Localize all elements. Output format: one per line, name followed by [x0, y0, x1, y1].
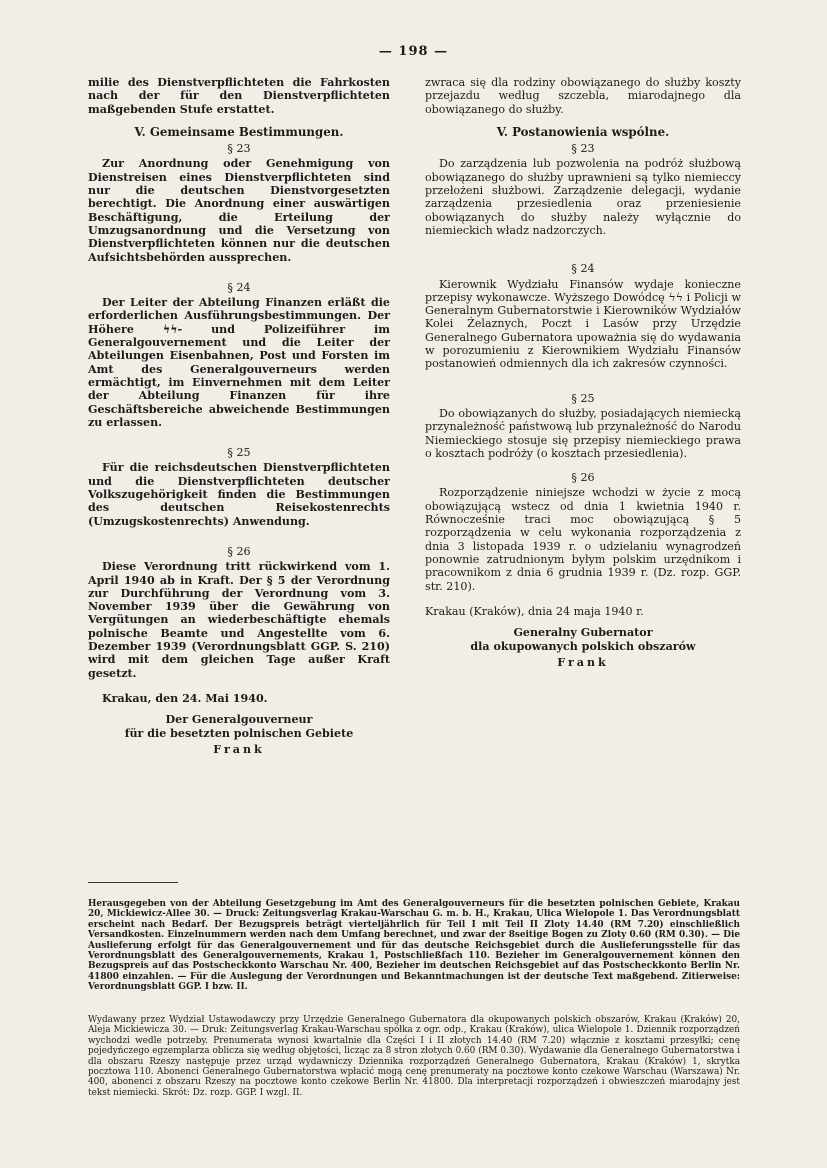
polish-signature-title: Generalny Gubernator: [513, 626, 653, 640]
polish-intro: zwraca się dla rodziny obowiązanego do służby koszty przejazdu według szczebla, miarodajnego dla obowiązanego do służby.: [425, 76, 741, 116]
polish-column: [425, 76, 741, 670]
polish-section-23-text: Do zarządzenia lub pozwolenia na podróż służbową obowiązanego do służby uprawnieni są tylko niemieccy przełożeni służbowi. Zarządzenie delegacji, wydanie zarządzenia przesiedlenia oraz przeniesienie obowiązanych do służby należy wyłącznie do niemieckich władz nadzorczych.: [425, 157, 741, 237]
german-section-23-text: Zur Anordnung oder Genehmigung von Dienstreisen eines Dienstverpflichteten sind nur die deutschen Dienstvorgesetzten berechtigt. Die Anordnung einer auswärtigen Beschäftigung, die Erteilung der Umzugsanordnung und die Versetzung von Dienstverpflichteten können nur die deutschen Aufsichtsbehörden aussprechen.: [88, 157, 390, 264]
german-section-24-text: Der Leiter der Abteilung Finanzen erläßt die erforderlichen Ausführungsbestimmungen. Der Höhere ϟϟ- und Polizeiführer im Generalgouvernement und die Leiter der Abteilungen Eisenbahnen, Post und Forsten im Amt des Generalgouverneurs werden ermächtigt, im Einvernehmen mit dem Leiter der Abteilung Finanzen für ihre Geschäftsbereiche abweichende Bestimmungen zu erlassen.: [88, 296, 390, 429]
polish-section-24-title: § 24: [571, 262, 595, 276]
german-imprint: Herausgegeben von der Abteilung Gesetzgebung im Amt des Generalgouverneurs für die besetzten polnischen Gebiete, Krakau 20, Mickiewicz-Allee 30. — Druck: Zeitungsverlag Krakau-Warschau G. m. b. H., Krakau, Ulica Wielopole 1. Das Verordnungsblatt erscheint nach Bedarf. Der Bezugspreis beträgt vierteljährlich für Teil I mit Teil II Zloty 14.40 (RM 7.20) einschließlich Versandkosten. Einzelnummern werden nach dem Umfang berechnet, und zwar der 8seitige Bogen zu Zloty 0.60 (RM 0.30). — Die Auslieferung erfolgt für das Generalgouvernement und für das deutsche Reichsgebiet durch die Auslieferungsstelle für das Verordnungsblatt des Generalgouvernements, Krakau 1, Postschließfach 110. Bezieher im Generalgouvernement können den Bezugspreis auf das Postscheckkonto Warschau Nr. 400, Bezieher im deutschen Reichsgebiet auf das Postscheckkonto Berlin Nr. 41800 einzahlen. — Für die Auslegung der Verordnungen und Bekanntmachungen ist der deutsche Text maßgebend. Zitierweise: Verordnungsblatt GGP. I bzw. II.: [88, 898, 740, 993]
german-section-26-title: § 26: [227, 544, 251, 558]
polish-place-date: Krakau (Kraków), dnia 24 maja 1940 r.: [425, 604, 644, 618]
polish-section-25-title: § 25: [571, 391, 595, 405]
german-signature-subtitle: für die besetzten polnischen Gebiete: [124, 727, 354, 741]
polish-signature: [425, 626, 741, 670]
polish-section-24-text: Kierownik Wydziału Finansów wydaje konieczne przepisy wykonawcze. Wyższego Dowódcę ϟϟ i Policji w Generalnym Gubernatorstwie i Kierowników Wydziałów Kolei Żelaznych, Poczt i Lasów przy Urzędzie Generalnego Gubernatora upoważnia się do wydawania w porozumieniu z Kierownikiem Wydziału Finansów postanowień odmiennych dla ich zakresów czynności.: [425, 277, 741, 371]
german-section-26-text: Diese Verordnung tritt rückwirkend vom 1. April 1940 ab in Kraft. Der § 5 der Verordnung zur Durchführung der Verordnung vom 3. November 1939 über die Gewährung von Vergütungen an wiederbeschäftigte ehemals polnische Beamte und Angestellte vom 6. Dezember 1939 (Verordnungsblatt GGP. S. 210) wird mit dem gleichen Tage außer Kraft gesetzt.: [88, 560, 390, 680]
polish-section-23-title: § 23: [571, 142, 595, 156]
german-signature-name: Frank: [213, 743, 265, 757]
footer-divider: [88, 882, 178, 883]
polish-section-25-text: Do obowiązanych do służby, posiadających niemiecką przynależność państwową lub przynależność do Narodu Niemieckiego stosuje się przepisy niemieckiego prawa o kosztach podróży (o kosztach przesiedlenia).: [425, 406, 741, 460]
german-section-23-title: § 23: [227, 142, 251, 156]
german-chapter-heading: V. Gemeinsame Bestimmungen.: [134, 124, 344, 139]
polish-section-26-title: § 26: [571, 471, 595, 485]
polish-section-26-text: Rozporządzenie niniejsze wchodzi w życie z mocą obowiązującą wstecz od dnia 1 kwietnia 1940 r. Równocześnie traci moc obowiązującą § 5 rozporządzenia w celu wykonania rozporządzenia z dnia 3 listopada 1939 r. o udzielaniu wynagrodzeń ponownie zatrudnionym byłym polskim urzędnikom i pracownikom z dnia 6 grudnia 1939 r. (Dz. rozp. GGP. str. 210).: [425, 486, 741, 593]
german-signature: [88, 713, 390, 757]
german-column: [88, 76, 390, 757]
german-signature-title: Der Generalgouverneur: [165, 713, 313, 727]
polish-signature-name: Frank: [557, 656, 609, 670]
polish-imprint: Wydawany przez Wydział Ustawodawczy przy Urzędzie Generalnego Gubernatora dla okupowanych polskich obszarów, Krakau (Kraków) 20, Aleja Mickiewicza 30. — Druk: Zeitungsverlag Krakau-Warschau spółka z ogr. odp., Krakau (Kraków), ulica Wielopole 1. Dziennik rozporządzeń wychodzi wedle potrzeby. Prenumerata wynosi kwartalnie dla Części I i II złotych 14.40 (RM 7.20) włącznie z kosztami przesyłki; cenę pojedyńczego egzemplarza oblicza się według objętości, licząc za 8 stron złotych 0.60 (RM 0.30). Wydawanie dla Generalnego Gubernatorstwa i dla obszaru Rzeszy następuje przez urząd wydawniczy Dziennika rozporządzeń Generalnego Gubernatora, Krakau (Kraków) 1, skrytka pocztowa 110. Abonenci Generalnego Gubernatorstwa wpłacić mogą cenę prenumeraty na pocztowe konto czekowe Warschau (Warszawa) Nr. 400, abonenci z obszaru Rzeszy na pocztowe konto czekowe Berlin Nr. 41800. Dla interpretacji rozporządzeń i obwieszczeń miarodajny jest tekst niemiecki. Skrót: Dz. rozp. GGP. I wzgl. II.: [88, 1014, 740, 1098]
polish-chapter-heading: V. Postanowienia wspólne.: [496, 124, 670, 139]
german-section-25-text: Für die reichsdeutschen Dienstverpflichteten und die Dienstverpflichteten deutscher Volkszugehörigkeit finden die Bestimmungen des deutschen Reisekostenrechts (Umzugskostenrechts) Anwendung.: [88, 461, 390, 528]
page-number: — 198 —: [378, 44, 449, 59]
german-section-24-title: § 24: [227, 280, 251, 294]
german-place-date: Krakau, den 24. Mai 1940.: [102, 691, 268, 705]
german-intro: milie des Dienstverpflichteten die Fahrkosten nach der für den Dienstverpflichteten maßgebenden Stufe erstattet.: [88, 76, 390, 116]
polish-signature-subtitle: dla okupowanych polskich obszarów: [470, 640, 696, 654]
german-section-25-title: § 25: [227, 446, 251, 460]
